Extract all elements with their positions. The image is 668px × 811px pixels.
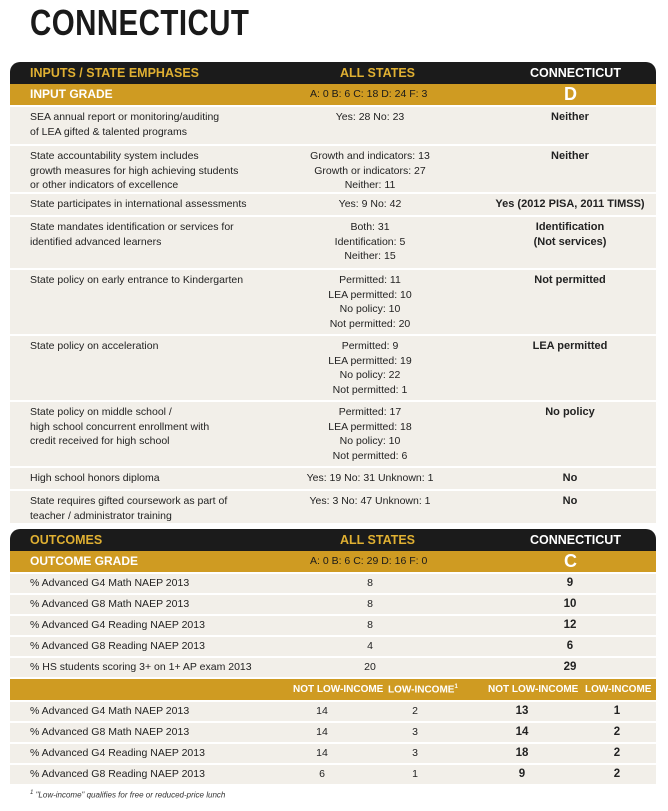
income-row-label: % Advanced G4 Reading NAEP 2013 [30, 747, 205, 759]
input-row-label-line: teacher / administrator training [30, 509, 172, 522]
income-row-state-low: 1 [613, 705, 621, 717]
input-row-all-states-line: No policy: 10 [339, 303, 401, 315]
inputs-header-state: CONNECTICUT [530, 66, 621, 80]
outcome-row-all-states: 8 [367, 619, 373, 631]
input-row-state-value [480, 197, 660, 212]
input-row-label-line: State policy on acceleration [30, 340, 159, 352]
income-row-state-low: 2 [613, 747, 621, 759]
input-row-label-line: State policy on early entrance to Kindergarten [30, 274, 244, 286]
input-row-all-states-line: Yes: 9 No: 42 [338, 198, 402, 210]
input-row-state-value-line: No policy [545, 406, 595, 418]
footnote [30, 790, 225, 800]
input-row-all-states-line: Not permitted: 1 [332, 383, 408, 396]
page-title: CONNECTICUT [30, 2, 250, 43]
input-row-label-line: credit received for high school [30, 435, 170, 447]
outcome-grade-distribution: A: 0 B: 6 C: 29 D: 16 F: 0 [310, 555, 428, 567]
input-row-state-value-line: Identification [535, 221, 605, 233]
income-subheader [10, 677, 656, 700]
inputs-header-label: INPUTS / STATE EMPHASES [30, 66, 200, 80]
input-row-label-line: high school concurrent enrollment with [30, 420, 210, 433]
input-row-state-value [480, 471, 660, 486]
input-row-state-value-line: No [562, 495, 578, 507]
outcome-row-label: % Advanced G8 Math NAEP 2013 [30, 598, 190, 610]
footnote-text: "Low-income" qualifies for free or reduced-price lunch [35, 790, 226, 800]
income-header-all-not-low: NOT LOW-INCOME [293, 684, 384, 695]
input-row-all-states [295, 110, 445, 125]
income-header-state-not-low: NOT LOW-INCOME [488, 684, 579, 695]
input-row-state-value-line: LEA permitted [532, 340, 608, 352]
outcome-grade-row [10, 551, 656, 572]
input-row-state-value [480, 273, 660, 288]
input-row-state-value [480, 110, 660, 125]
input-row-label-line: or other indicators of excellence [30, 179, 179, 191]
input-row [10, 144, 656, 192]
input-row-all-states-line: No policy: 10 [339, 435, 401, 447]
income-row-state-low: 2 [613, 768, 621, 780]
input-row-label-line: SEA annual report or monitoring/auditing [30, 111, 220, 123]
input-row-state-value-line: No [562, 472, 578, 484]
input-row-label-line: State accountability system includes [30, 150, 199, 162]
inputs-header-all-states: ALL STATES [340, 66, 415, 80]
outcome-grade-letter: C [564, 551, 577, 571]
inputs-header [10, 62, 656, 84]
income-row-all-not-low: 6 [319, 768, 325, 780]
input-row-state-value [480, 494, 660, 509]
input-row [10, 400, 656, 466]
outcome-row [10, 614, 656, 635]
outcomes-header-state: CONNECTICUT [530, 533, 621, 547]
input-row-all-states-line: Growth or indicators: 27 [314, 164, 426, 177]
input-row-all-states-line: Yes: 28 No: 23 [335, 111, 405, 123]
outcome-row-state-value: 29 [563, 661, 577, 673]
income-row [10, 763, 656, 784]
outcome-row [10, 656, 656, 677]
income-row-label: % Advanced G8 Reading NAEP 2013 [30, 768, 205, 780]
input-row-label [30, 494, 300, 523]
input-grade-row [10, 84, 656, 105]
input-row-all-states-line: Permitted: 17 [338, 406, 402, 418]
income-row-all-low: 1 [412, 768, 418, 780]
outcome-rows [10, 572, 656, 677]
income-row-state-not-low: 13 [515, 705, 529, 717]
outcomes-header [10, 529, 656, 551]
income-header-all-low-text: LOW-INCOME [388, 684, 455, 696]
input-row-all-states-line: Identification: 5 [334, 235, 406, 248]
outcome-grade-label: OUTCOME GRADE [30, 554, 138, 568]
income-row-all-not-low: 14 [316, 747, 328, 759]
income-header-state-low: LOW-INCOME [585, 684, 652, 695]
input-row-label [30, 220, 300, 249]
input-row-all-states [295, 471, 445, 486]
inputs-panel [10, 62, 656, 523]
input-row-label [30, 197, 300, 212]
input-row-all-states-line: Not permitted: 20 [329, 317, 411, 330]
income-row-state-low: 2 [613, 726, 621, 738]
income-row-all-low: 3 [412, 747, 418, 759]
input-row-label-line: State participates in international assessments [30, 198, 247, 210]
outcome-row-label: % HS students scoring 3+ on 1+ AP exam 2013 [30, 661, 252, 673]
outcomes-panel [10, 529, 656, 784]
input-row-label [30, 471, 300, 486]
input-row-label-line: High school honors diploma [30, 472, 160, 484]
input-row-all-states-line: Yes: 3 No: 47 Unknown: 1 [309, 495, 431, 507]
outcomes-header-label: OUTCOMES [30, 533, 103, 547]
input-row-state-value [480, 405, 660, 420]
footnote-mark: 1 [30, 790, 34, 796]
input-row [10, 105, 656, 144]
income-row-state-not-low: 9 [518, 768, 526, 780]
income-row-all-low: 3 [412, 726, 418, 738]
input-row [10, 466, 656, 489]
outcome-row-state-value: 12 [563, 619, 577, 631]
outcome-row-all-states: 8 [367, 598, 373, 610]
outcome-row-state-value: 10 [563, 598, 577, 610]
outcome-row-all-states: 20 [364, 661, 376, 673]
income-row-label: % Advanced G8 Math NAEP 2013 [30, 726, 190, 738]
income-row-all-not-low: 14 [316, 705, 328, 717]
input-row-state-value-line: Not permitted [534, 274, 606, 286]
input-row-label [30, 339, 300, 354]
income-row [10, 721, 656, 742]
income-row-state-not-low: 18 [515, 747, 529, 759]
outcome-row [10, 635, 656, 656]
input-row-label-line: growth measures for high achieving students [30, 164, 239, 177]
input-row-state-value [480, 339, 660, 354]
outcomes-header-all-states: ALL STATES [340, 533, 415, 547]
input-row-all-states-line: Both: 31 [350, 221, 390, 233]
input-rows [10, 105, 656, 523]
outcome-row-label: % Advanced G4 Math NAEP 2013 [30, 577, 190, 589]
input-row [10, 192, 656, 215]
input-row-label [30, 110, 300, 139]
input-row-all-states [295, 405, 445, 463]
input-row-state-value-line: Yes (2012 PISA, 2011 TIMSS) [495, 198, 645, 210]
income-rows [10, 700, 656, 784]
income-row-state-not-low: 14 [515, 726, 529, 738]
input-row-all-states [295, 220, 445, 264]
input-row [10, 268, 656, 334]
input-row-all-states [295, 197, 445, 212]
outcome-row-label: % Advanced G8 Reading NAEP 2013 [30, 640, 205, 652]
input-row-all-states-line: Growth and indicators: 13 [310, 150, 430, 162]
input-row-label-line: State requires gifted coursework as part of [30, 495, 228, 507]
outcome-row-all-states: 8 [367, 577, 373, 589]
input-row-state-value-line: Neither [551, 150, 589, 162]
input-row [10, 334, 656, 400]
income-row [10, 742, 656, 763]
input-row-all-states [295, 273, 445, 331]
input-row-all-states-line: Not permitted: 6 [332, 449, 408, 462]
input-row-all-states [295, 494, 445, 509]
input-row-all-states [295, 149, 445, 193]
input-row-label [30, 273, 300, 288]
input-row [10, 215, 656, 268]
outcome-row [10, 572, 656, 593]
income-header-all-low [388, 684, 458, 695]
input-row-all-states-line: LEA permitted: 18 [328, 420, 412, 433]
outcome-row-all-states: 4 [367, 640, 373, 652]
input-row-label [30, 149, 300, 193]
input-row-all-states-line: Yes: 19 No: 31 Unknown: 1 [306, 472, 434, 484]
input-row-all-states-line: LEA permitted: 19 [328, 354, 412, 367]
input-row-label-line: of LEA gifted & talented programs [30, 125, 188, 138]
outcome-row-state-value: 6 [566, 640, 574, 652]
input-row-state-value-line: Neither [551, 111, 589, 123]
outcome-row-state-value: 9 [566, 577, 574, 589]
input-row-all-states-line: Neither: 11 [344, 179, 396, 191]
income-footnote-mark: 1 [454, 684, 458, 690]
input-row-label-line: State policy on middle school / [30, 406, 172, 418]
input-row-label [30, 405, 300, 449]
input-row-label-line: State mandates identification or services for [30, 221, 234, 233]
input-grade-distribution: A: 0 B: 6 C: 18 D: 24 F: 3 [310, 88, 428, 100]
income-row [10, 700, 656, 721]
input-row [10, 489, 656, 523]
input-row-all-states-line: LEA permitted: 10 [328, 288, 412, 301]
input-row-all-states-line: No policy: 22 [339, 369, 401, 381]
input-row-state-value [480, 149, 660, 164]
outcome-row-label: % Advanced G4 Reading NAEP 2013 [30, 619, 205, 631]
input-grade-letter: D [564, 84, 577, 104]
input-row-label-line: identified advanced learners [30, 235, 162, 248]
income-row-all-low: 2 [412, 705, 418, 717]
input-row-all-states-line: Permitted: 11 [339, 274, 401, 286]
income-row-all-not-low: 14 [316, 726, 328, 738]
input-row-state-value-line: (Not services) [533, 235, 607, 248]
income-row-label: % Advanced G4 Math NAEP 2013 [30, 705, 190, 717]
input-row-all-states-line: Permitted: 9 [341, 340, 399, 352]
input-grade-label: INPUT GRADE [30, 87, 113, 101]
input-row-all-states-line: Neither: 15 [344, 250, 396, 262]
input-row-state-value [480, 220, 660, 249]
outcome-row [10, 593, 656, 614]
input-row-all-states [295, 339, 445, 397]
